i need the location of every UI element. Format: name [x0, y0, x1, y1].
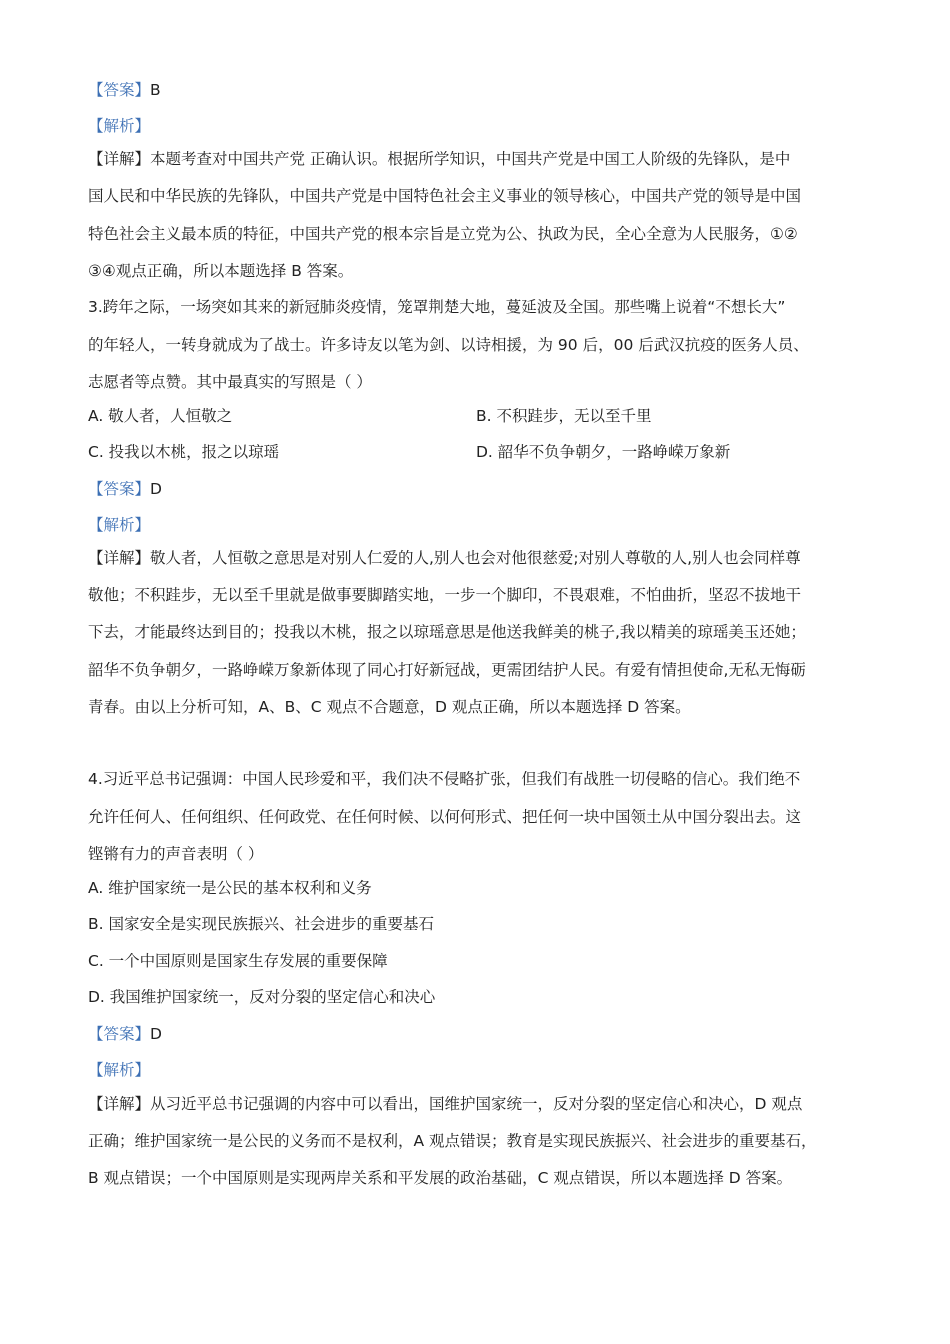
q4-detail-line-2: 正确；维护国家统一是公民的义务而不是权利，A 观点错误；教育是实现民族振兴、社会进步的重要基石， — [88, 1132, 817, 1150]
q3-detail-line-5: 青春。由以上分析可知，A、B、C 观点不合题意，D 观点正确，所以本题选择 D 答案。 — [88, 698, 691, 716]
q3-detail-line-1: 【详解】敬人者，人恒敬之意思是对别人仁爱的人,别人也会对他很慈爱;对别人尊敬的人,别人也会同样尊 — [88, 549, 801, 567]
q4-answer-value: D — [150, 1025, 162, 1043]
q2-answer-value: B — [150, 81, 161, 99]
q3-stem-line-1: 3.跨年之际，一场突如其来的新冠肺炎疫情，笼罩荆楚大地，蔓延波及全国。那些嘴上说着“不想长大” — [88, 298, 786, 316]
q3-option-d: D. 韶华不负争朝夕，一路峥嵘万象新 — [476, 443, 731, 461]
q4-answer-tag: 【答案】 — [88, 1025, 151, 1043]
q2-detail-line-2: 国人民和中华民族的先锋队，中国共产党是中国特色社会主义事业的领导核心，中国共产党的领导是中国 — [88, 187, 802, 205]
q4-option-a: A. 维护国家统一是公民的基本权利和义务 — [88, 879, 372, 897]
q3-stem-line-3: 志愿者等点赞。其中最真实的写照是（ ） — [88, 373, 372, 391]
q2-answer-tag: 【答案】 — [88, 81, 151, 99]
q4-option-c: C. 一个中国原则是国家生存发展的重要保障 — [88, 952, 388, 970]
q3-answer-tag: 【答案】 — [88, 480, 151, 498]
q4-answer-line — [88, 1023, 162, 1045]
q2-answer-line — [88, 79, 161, 101]
q4-stem-line-1: 4.习近平总书记强调：中国人民珍爱和平，我们决不侵略扩张，但我们有战胜一切侵略的信心。我们绝不 — [88, 770, 801, 788]
q2-analysis-tag: 【解析】 — [88, 117, 151, 135]
q3-answer-value: D — [150, 480, 162, 498]
q4-detail-line-3: B 观点错误；一个中国原则是实现两岸关系和平发展的政治基础，C 观点错误，所以本题选择 D 答案。 — [88, 1169, 793, 1187]
q3-option-c: C. 投我以木桃，报之以琼瑶 — [88, 443, 280, 461]
q3-analysis-tag: 【解析】 — [88, 516, 151, 534]
q3-detail-line-2: 敬他；不积跬步，无以至千里就是做事要脚踏实地，一步一个脚印，不畏艰难，不怕曲折，坚忍不拔地干 — [88, 586, 802, 604]
q4-detail-line-1: 【详解】从习近平总书记强调的内容中可以看出，国维护国家统一，反对分裂的坚定信心和决心，D 观点 — [88, 1095, 803, 1113]
q3-answer-line — [88, 478, 162, 500]
q3-stem-line-2: 的年轻人，一转身就成为了战士。许多诗友以笔为剑、以诗相援，为 90 后，00 后武汉抗疫的医务人员、 — [88, 336, 809, 354]
q2-detail-line-3: 特色社会主义最本质的特征，中国共产党的根本宗旨是立党为公、执政为民，全心全意为人民服务，①② — [88, 225, 798, 243]
q4-stem-line-2: 允许任何人、任何组织、任何政党、在任何时候、以何何形式、把任何一块中国领土从中国分裂出去。这 — [88, 808, 802, 826]
q3-option-b: B. 不积跬步，无以至千里 — [476, 407, 652, 425]
q2-detail-line-4: ③④观点正确，所以本题选择 B 答案。 — [88, 262, 354, 280]
q2-detail-line-1: 【详解】本题考查对中国共产党 正确认识。根据所学知识，中国共产党是中国工人阶级的先锋队，是中 — [88, 150, 791, 168]
q3-detail-line-4: 韶华不负争朝夕，一路峥嵘万象新体现了同心打好新冠战，更需团结护人民。有爱有情担使命,无私无悔砺 — [88, 661, 806, 679]
q4-option-b: B. 国家安全是实现民族振兴、社会进步的重要基石 — [88, 915, 434, 933]
q3-detail-line-3: 下去，才能最终达到目的；投我以木桃，报之以琼瑶意思是他送我鲜美的桃子,我以精美的琼瑶美玉还她； — [88, 623, 806, 641]
q3-option-a: A. 敬人者，人恒敬之 — [88, 407, 233, 425]
q4-stem-line-3: 铿锵有力的声音表明（ ） — [88, 845, 264, 863]
q4-option-d: D. 我国维护国家统一，反对分裂的坚定信心和决心 — [88, 988, 436, 1006]
q4-analysis-tag: 【解析】 — [88, 1061, 151, 1079]
